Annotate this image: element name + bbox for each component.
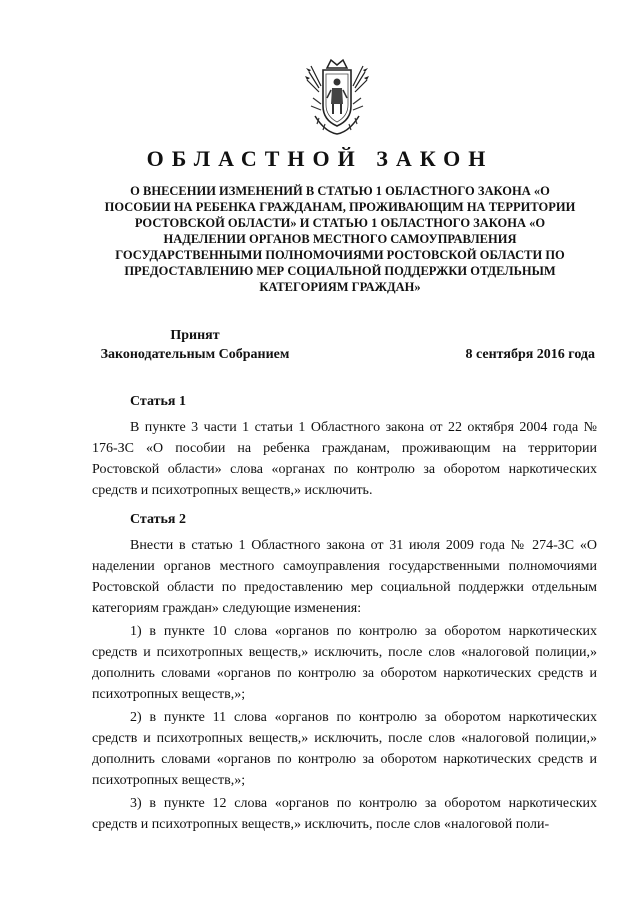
article-2-intro: Внести в статью 1 Областного закона от 31 июля 2009 года № 274-ЗС «О наделении органов местного самоуправления государственными полномочиями Ростовской области по предоставлению мер социальной поддержки отдельным категориям граждан» следующие изменения: — [92, 538, 597, 616]
article-2-heading: Статья 2 — [130, 512, 186, 527]
article-1-text: В пункте 3 части 1 статьи 1 Областного закона от 22 октября 2004 года № 176-ЗС «О пособии на ребенка гражданам, проживающим на территории Ростовской области» слова «органах по контролю за оборотом наркотических средств и психотропных веществ,» исключить. — [92, 420, 597, 498]
adopted-by — [60, 326, 330, 364]
article-1-heading: Статья 1 — [130, 394, 186, 409]
adopted-date: 8 сентября 2016 года — [465, 347, 595, 362]
article-2-item-2: 2) в пункте 11 слова «органов по контролю за оборотом наркотических средств и психотропных веществ,» исключить, после слов «налоговой полиции,» дополнить словами «органов по контролю за оборотом наркотических средств и психотропных веществ,»; — [92, 710, 597, 788]
article-2-item-1: 1) в пункте 10 слова «органов по контролю за оборотом наркотических средств и психотропных веществ,» исключить, после слов «налоговой полиции,» дополнить словами «органов по контролю за оборотом наркотических средств и психотропных веществ,»; — [92, 624, 597, 702]
document-title: О ВНЕСЕНИИ ИЗМЕНЕНИЙ В СТАТЬЮ 1 ОБЛАСТНОГО ЗАКОНА «О ПОСОБИИ НА РЕБЕНКА ГРАЖДАНАМ, ПРОЖИВАЮЩИМ НА ТЕРРИТОРИИ РОСТОВСКОЙ ОБЛАСТИ» И СТАТЬЮ 1 ОБЛАСТНОГО ЗАКОНА «О НАДЕЛЕНИИ ОРГАНОВ МЕСТНОГО САМОУПРАВЛЕНИЯ ГОСУДАРСТВЕННЫМИ ПОЛНОМОЧИЯМИ РОСТОВСКОЙ ОБЛАСТИ ПО ПРЕДОСТАВЛЕНИЮ МЕР СОЦИАЛЬНОЙ ПОДДЕРЖКИ ОТДЕЛЬНЫМ КАТЕГОРИЯМ ГРАЖДАН» — [104, 184, 576, 294]
article-2-item-3: 3) в пункте 12 слова «органов по контролю за оборотом наркотических средств и психотропных веществ,» исключить, после слов «налоговой поли- — [92, 796, 597, 832]
adopted-line-1: Принят — [170, 328, 220, 343]
adopted-line-2: Законодательным Собранием — [100, 347, 290, 362]
document-type-title: ОБЛАСТНОЙ ЗАКОН — [146, 146, 494, 171]
coat-of-arms-icon — [305, 58, 369, 138]
